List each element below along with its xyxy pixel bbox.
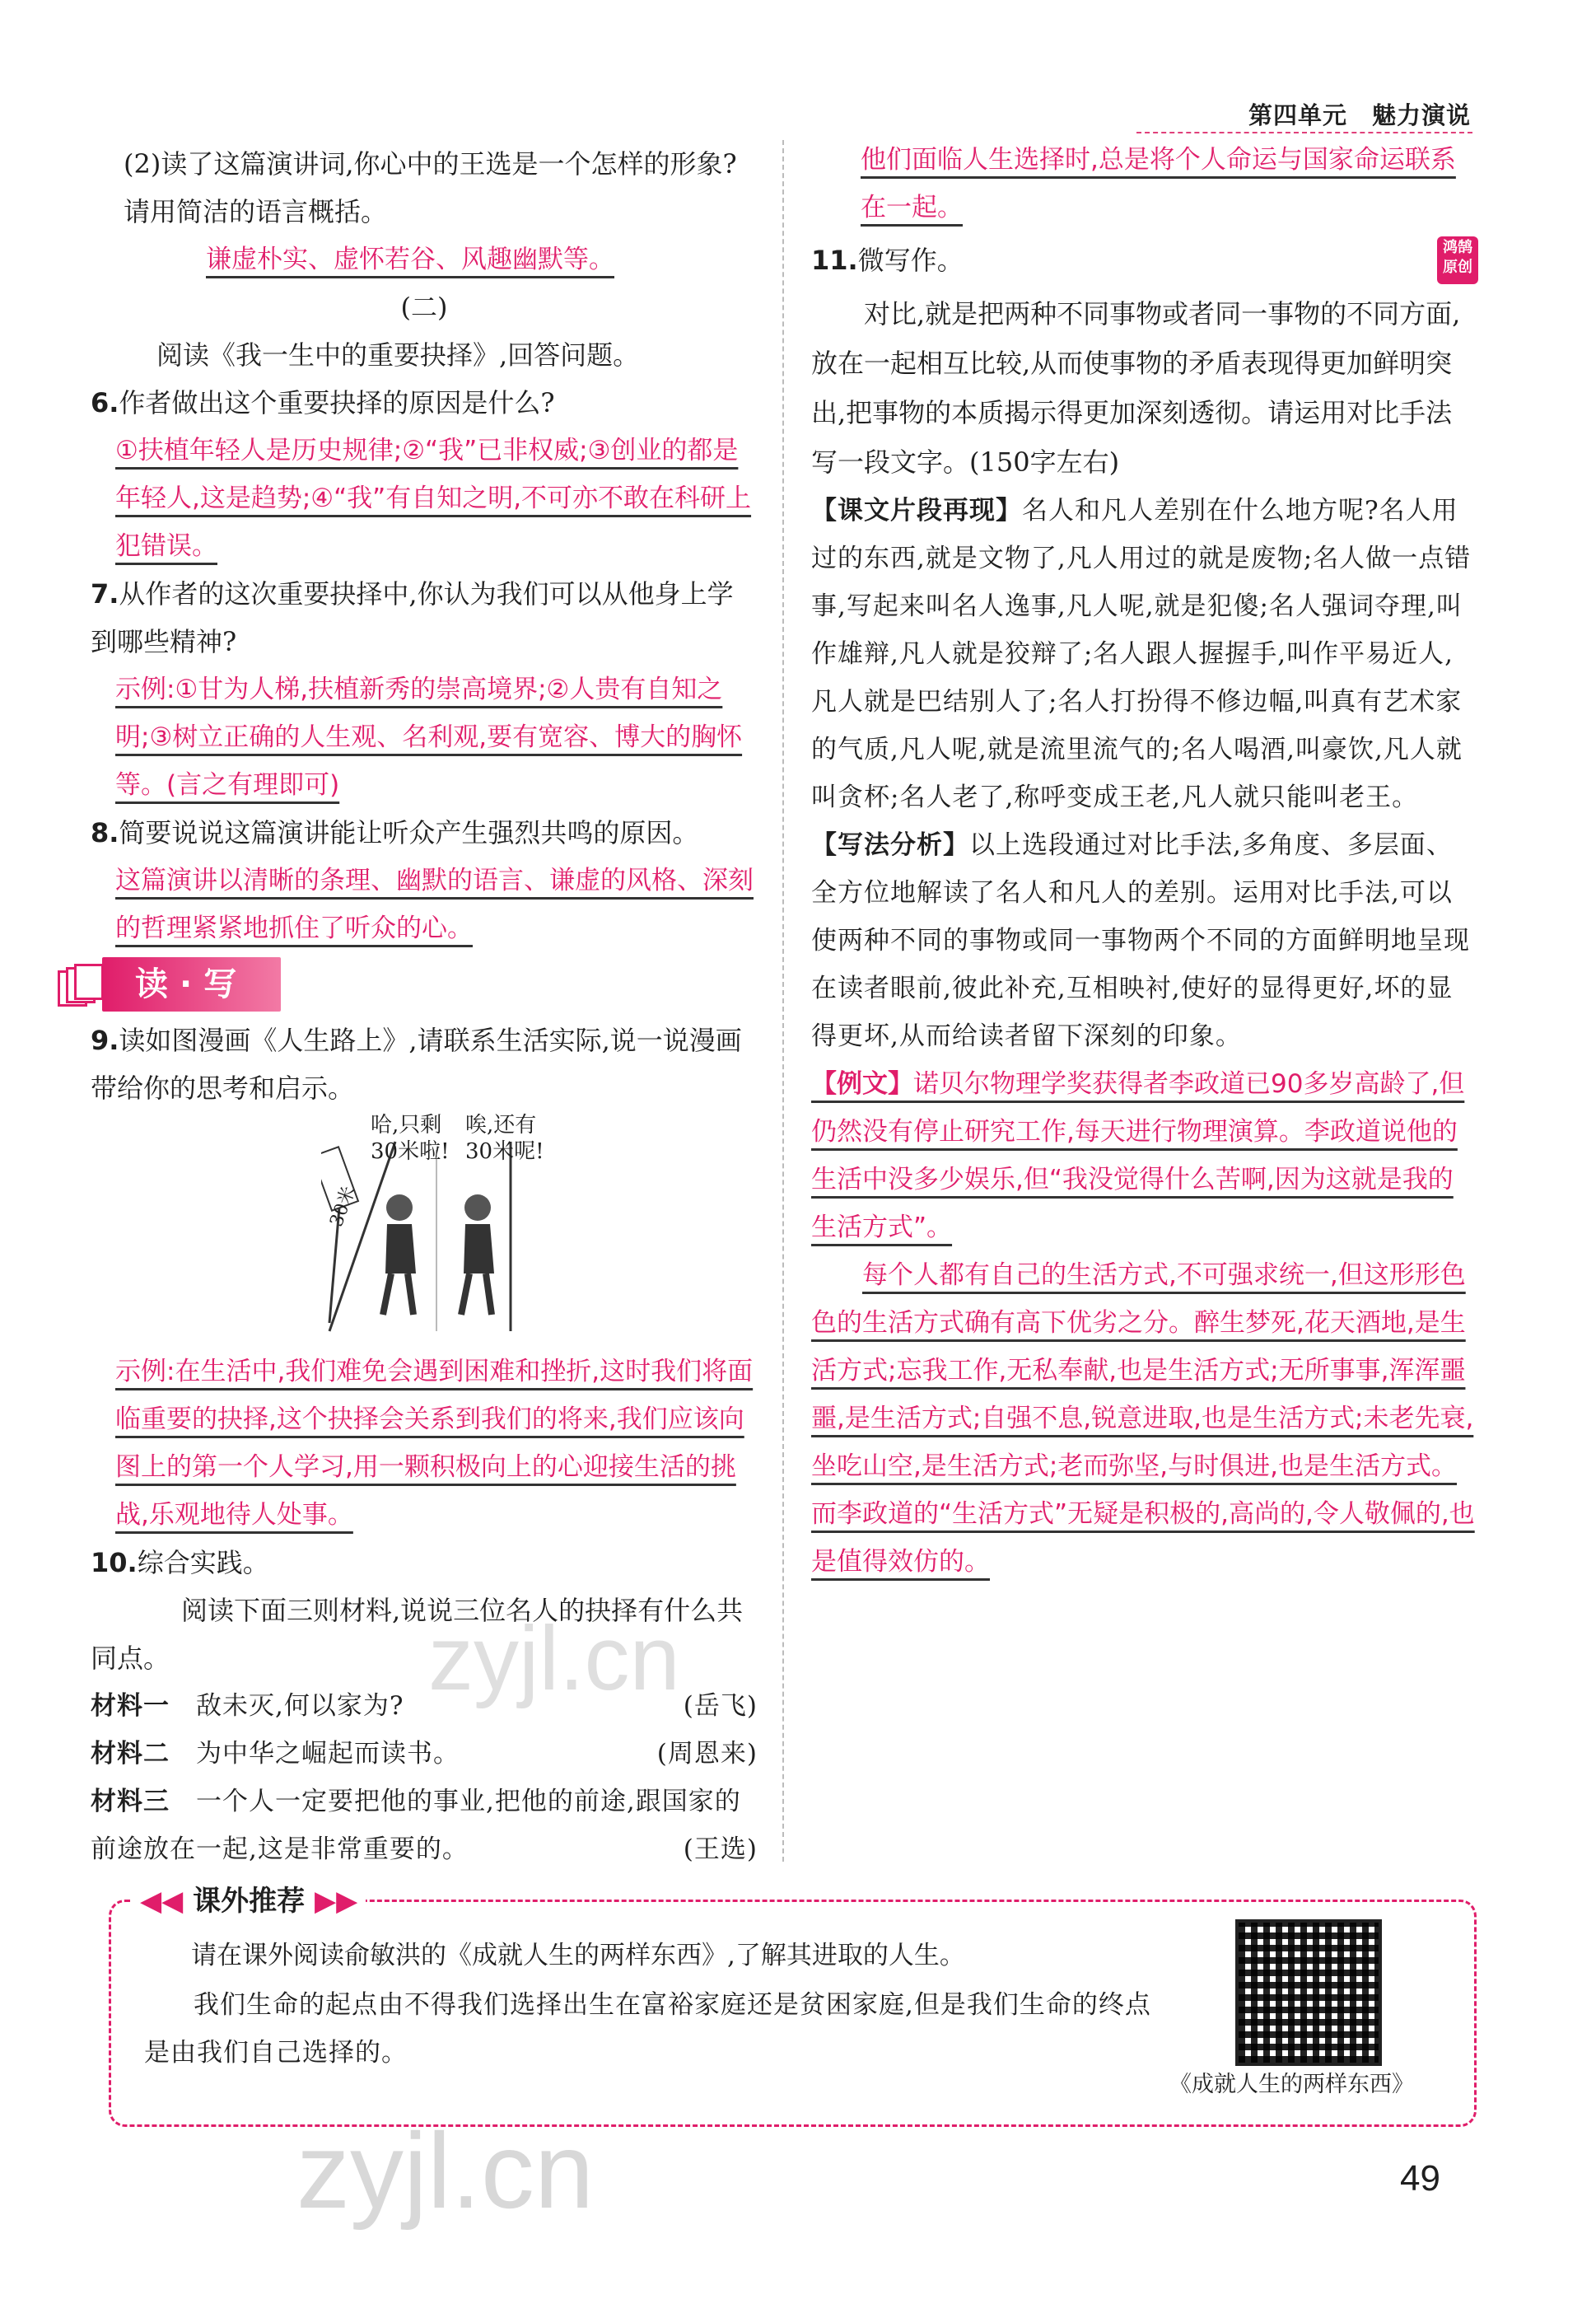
comic-bubble-2: 唉,还有30米呢! [465, 1113, 544, 1164]
read-write-label: 读·写 [102, 957, 281, 1012]
question-number: 8. [91, 817, 119, 848]
question-7 [91, 570, 758, 666]
question-11 [811, 231, 1478, 289]
excerpt-text: 名人和凡人差别在什么地方呢?名人用过的东西,就是文物了,凡人用过的就是废物;名人做一点错事,写起来叫名人逸事,凡人呢,就是犯傻;名人强词夺理,叫作雄辩,凡人就是狡辩了;名人跟人握握手,叫作平易近人,凡人就是巴结别人了;名人打扮得不修边幅,叫真有艺术家的气质,凡人呢,就是流里流气的;名人喝酒,叫豪饮,凡人就叫贪杯;名人老了,称呼变成王老,凡人就只能叫老王。 [811, 496, 1472, 812]
unit-header: 第四单元 魅力演说 [1248, 101, 1471, 129]
question-text: 简要说说这篇演讲能让听众产生强烈共鸣的原因。 [119, 817, 699, 848]
qr-caption: 《成就人生的两样东西》 [1169, 2072, 1414, 2097]
material-row [91, 1730, 758, 1778]
material-row [91, 1778, 758, 1873]
question-9 [91, 1016, 758, 1112]
question-10 [91, 1539, 758, 1587]
material-label: 材料三 [91, 1787, 170, 1816]
sample-essay-p2: 每个人都有自己的生活方式,不可强求统一,但这形形色色的生活方式确有高下优劣之分。醉生梦死,花天酒地,是生活方式;忘我工作,无私奉献,也是生活方式;无所事事,浑浑噩噩,是生活方式;自强不息,锐意进取,也是生活方式;未老先衰,坐吃山空,是生活方式;老而弥坚,与时俱进,也是生活方式。而李政道的“生活方式”无疑是积极的,高尚的,令人敬佩的,也是值得效仿的。 [811, 1260, 1475, 1577]
text-excerpt [811, 487, 1478, 821]
right-column [811, 136, 1478, 1586]
column-divider [782, 140, 784, 1862]
extra-reading-label: 课外推荐 [193, 1885, 306, 1918]
read-write-banner [58, 957, 758, 1012]
question-number: 6. [91, 387, 119, 418]
question-text: 从作者的这次重要抉择中,你认为我们可以从他身上学到哪些精神? [91, 578, 734, 657]
material-text: 敌未灭,何以家为? [196, 1691, 404, 1721]
extra-reading-title [132, 1878, 366, 1918]
double-arrow-right-icon: ▶▶ [314, 1885, 358, 1918]
material-author: (岳飞) [683, 1691, 758, 1721]
question-number: 9. [91, 1025, 119, 1056]
analysis-text: 以上选段通过对比手法,多角度、多层面、全方位地解读了名人和凡人的差别。运用对比手法,可以使两种不同的事物或同一事物两个不同的方面鲜明地呈现在读者眼前,彼此补充,互相映衬,使好的显得更好,坏的显得更坏,从而给读者留下深刻的印象。 [811, 830, 1470, 1051]
extra-line-2: 我们生命的起点由不得我们选择出生在富裕家庭还是贫困家庭,但是我们生命的终点是由我们自己选择的。 [144, 1990, 1151, 2068]
question-11-row [811, 231, 1478, 289]
sample-essay-p1 [811, 1060, 1478, 1251]
question-number: 10. [91, 1547, 138, 1578]
page-number: 49 [1400, 2158, 1440, 2199]
comic-illustration [321, 1113, 568, 1339]
question-number: 7. [91, 578, 119, 610]
question-text: 作者做出这个重要抉择的原因是什么? [119, 387, 555, 418]
watermark-bottom: zyjl.cn [296, 2110, 595, 2231]
answer-8: 这篇演讲以清晰的条理、幽默的语言、谦虚的风格、深刻的哲理紧紧地抓住了听众的心。 [115, 866, 754, 943]
sample-label: 【例文】 [811, 1069, 913, 1099]
question-number: 11. [811, 245, 858, 276]
material-author: (周恩来) [656, 1739, 758, 1769]
answer-7: 示例:①甘为人梯,扶植新秀的崇高境界;②人贵有自知之明;③树立正确的人生观、名利观,要有宽容、博大的胸怀等。(言之有理即可) [115, 675, 743, 800]
watermark: zyjl.cn [428, 1608, 680, 1709]
qr-code[interactable] [1235, 1919, 1382, 2066]
analysis-label: 【写法分析】 [811, 830, 969, 860]
question-8 [91, 809, 758, 857]
answer-10: 他们面临人生选择时,总是将个人命运与国家命运联系在一起。 [861, 145, 1456, 222]
writing-analysis [811, 821, 1478, 1060]
question-11-desc: 对比,就是把两种不同事物或者同一事物的不同方面,放在一起相互比较,从而使事物的矛盾表现得更加鲜明突出,把事物的本质揭示得更加深刻透彻。请运用对比手法写一段文字。(150字左右) [811, 298, 1461, 478]
material-label: 材料二 [91, 1739, 170, 1769]
question-text: 综合实践。 [137, 1547, 269, 1578]
comic-bubble-1: 哈,只剩30米啦! [371, 1113, 450, 1164]
comic-sign: 30米 [326, 1184, 360, 1230]
section-heading: (二) [400, 292, 448, 323]
original-badge: 鸿鹄原创 [1437, 236, 1478, 284]
question-6 [91, 379, 758, 427]
extra-line-1: 请在课外阅读俞敏洪的《成就人生的两样东西》,了解其进取的人生。 [191, 1941, 965, 1970]
header-divider [1136, 132, 1472, 133]
answer-6: ①扶植年轻人是历史规律;②“我”已非权威;③创业的都是年轻人,这是趋势;④“我”有自知之明,不可亦不敢在科研上犯错误。 [115, 436, 752, 561]
answer-2: 谦虚朴实、虚怀若谷、风趣幽默等。 [206, 245, 614, 274]
material-label: 材料一 [91, 1691, 170, 1721]
question-2: (2)读了这篇演讲词,你心中的王选是一个怎样的形象?请用简洁的语言概括。 [124, 148, 737, 227]
material-author: (王选) [683, 1834, 758, 1864]
material-text: 为中华之崛起而读书。 [196, 1739, 460, 1769]
reading-intro: 阅读《我一生中的重要抉择》,回答问题。 [156, 339, 640, 371]
double-arrow-left-icon: ◀◀ [140, 1885, 184, 1918]
question-text: 微写作。 [857, 245, 964, 276]
answer-9: 示例:在生活中,我们难免会遇到困难和挫折,这时我们将面临重要的抉择,这个抉择会关系到我们的将来,我们应该向图上的第一个人学习,用一颗积极向上的心迎接生活的挑战,乐观地待人处事。 [115, 1357, 754, 1530]
book-icon [58, 964, 102, 1005]
question-text: 读如图漫画《人生路上》,请联系生活实际,说一说漫画带给你的思考和启示。 [91, 1025, 742, 1104]
sample-text: 诺贝尔物理学奖获得者李政道已90多岁高龄了,但仍然没有停止研究工作,每天进行物理演算。李政道说他的生活中没多少娱乐,但“我没觉得什么苦啊,因为这就是我的生活方式”。 [811, 1069, 1465, 1242]
excerpt-label: 【课文片段再现】 [811, 496, 1022, 526]
material-text: 一个人一定要把他的事业,把他的前途,跟国家的前途放在一起,这是非常重要的。 [91, 1787, 741, 1864]
question-10-intro: 阅读下面三则材料,说说三位名人的抉择有什么共同点。 [91, 1595, 744, 1674]
